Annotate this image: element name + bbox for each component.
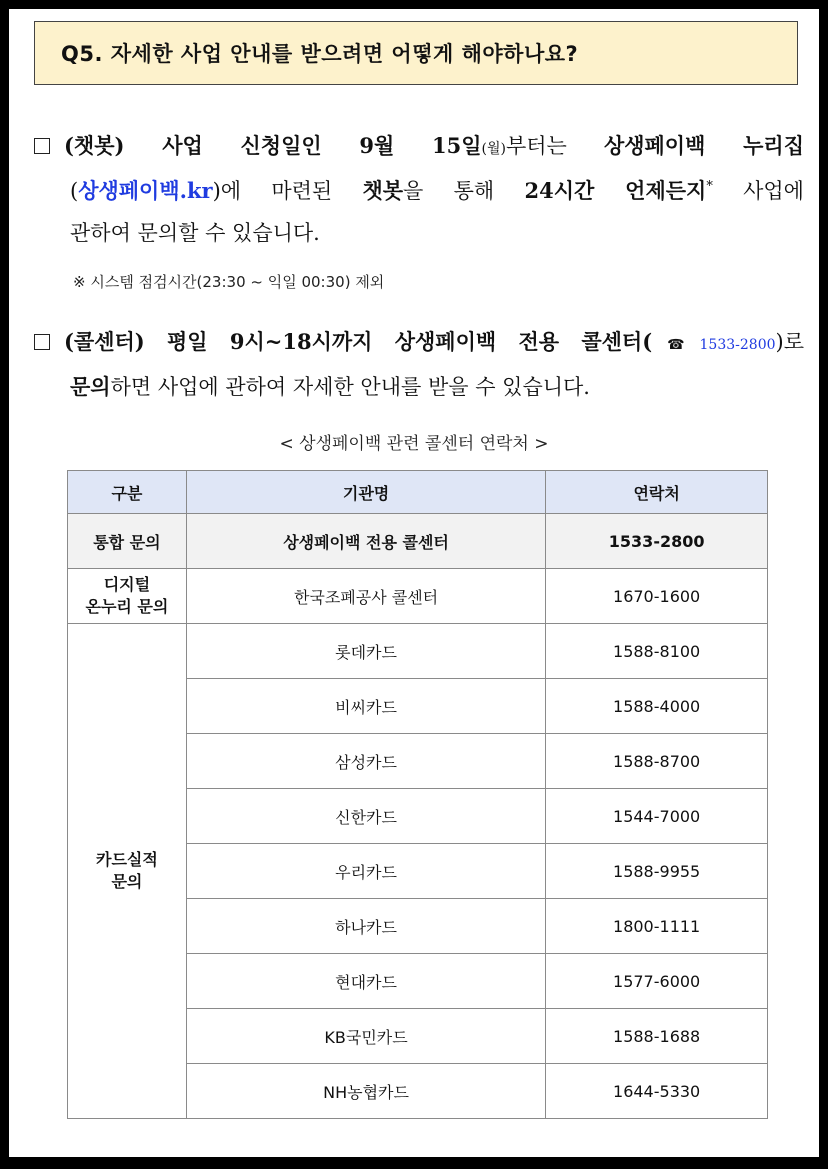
org-cell: 롯데카드 — [186, 624, 545, 679]
chatbot-line-1 — [34, 125, 804, 170]
category-line: 카드실적 — [96, 850, 158, 869]
callcenter-phone[interactable]: 1533-2800 — [699, 337, 776, 353]
table-row — [68, 569, 768, 624]
chatbot-text-5: 관하여 문의할 수 있습니다. — [70, 221, 320, 245]
org-cell: 신한카드 — [186, 789, 545, 844]
callcenter-text-2: 하면 사업에 관하여 자세한 안내를 받을 수 있습니다. — [110, 375, 590, 399]
callcenter-label: (콜센터) — [64, 329, 145, 354]
category-line: 문의 — [111, 872, 143, 891]
category-cell — [68, 624, 187, 1119]
category-cell: 통합 문의 — [68, 514, 187, 569]
chatbot-hours: 24시간 언제든지 — [524, 178, 707, 203]
org-cell: 한국조폐공사 콜센터 — [186, 569, 545, 624]
category-cell — [68, 569, 187, 624]
contact-cell: 1588-1688 — [546, 1009, 768, 1064]
chatbot-label: (챗봇) — [64, 133, 125, 158]
paren-open: ( — [70, 179, 79, 203]
callcenter-line-2 — [34, 366, 804, 408]
checkbox-icon — [34, 334, 50, 350]
contact-cell: 1588-8100 — [546, 624, 768, 679]
contact-table — [67, 470, 768, 1119]
org-cell: 현대카드 — [186, 954, 545, 1009]
contact-cell: 1533-2800 — [546, 514, 768, 569]
phone-icon: ☎ — [652, 337, 700, 353]
org-cell: 비씨카드 — [186, 679, 545, 734]
chatbot-word: 챗봇 — [362, 178, 404, 203]
contact-cell: 1577-6000 — [546, 954, 768, 1009]
contact-cell: 1800-1111 — [546, 899, 768, 954]
chatbot-line-2 — [34, 170, 804, 212]
website-name: 상생페이백 누리집 — [603, 133, 804, 158]
category-line: 디지털 — [103, 575, 151, 594]
inquiry-word: 문의 — [70, 374, 111, 399]
contact-cell: 1670-1600 — [546, 569, 768, 624]
table-row — [68, 514, 768, 569]
callcenter-line-1 — [34, 321, 804, 366]
chatbot-paragraph — [34, 125, 804, 254]
chatbot-text-2: )에 마련된 — [212, 179, 363, 203]
table-row — [68, 624, 768, 679]
header-org: 기관명 — [186, 471, 545, 514]
org-cell: 상생페이백 전용 콜센터 — [186, 514, 545, 569]
question-title: Q5. 자세한 사업 안내를 받으려면 어떻게 해야하나요? — [61, 42, 579, 66]
maintenance-note: ※ 시스템 점검시간(23:30 ~ 익일 00:30) 제외 — [73, 273, 385, 291]
table-caption: < 상생페이백 관련 콜센터 연락처 > — [279, 434, 549, 454]
contact-cell: 1588-9955 — [546, 844, 768, 899]
org-cell: 하나카드 — [186, 899, 545, 954]
callcenter-text: )로 — [775, 330, 804, 354]
question-box — [34, 21, 798, 85]
chatbot-line-3 — [34, 212, 804, 254]
footnote-star: * — [706, 179, 713, 194]
chatbot-text-3: 을 통해 — [403, 179, 525, 203]
header-contact: 연락처 — [546, 471, 768, 514]
org-cell: NH농협카드 — [186, 1064, 545, 1119]
chatbot-text: 부터는 — [505, 134, 604, 158]
page — [9, 9, 819, 1157]
org-cell: 우리카드 — [186, 844, 545, 899]
website-link[interactable]: 상생페이백.kr — [78, 178, 213, 203]
category-line: 온누리 문의 — [85, 597, 169, 616]
contact-cell: 1588-8700 — [546, 734, 768, 789]
callcenter-hours-text: 평일 9시~18시까지 상생페이백 전용 콜센터 — [144, 329, 643, 354]
chatbot-text-4: 사업에 — [712, 179, 804, 203]
contact-cell: 1588-4000 — [546, 679, 768, 734]
callcenter-paragraph — [34, 321, 804, 408]
chatbot-weekday: (월) — [481, 141, 506, 157]
contact-cell: 1544-7000 — [546, 789, 768, 844]
chatbot-date-text: 사업 신청일인 9월 15일 — [124, 133, 482, 158]
org-cell: KB국민카드 — [186, 1009, 545, 1064]
table-header-row — [68, 471, 768, 514]
checkbox-icon — [34, 138, 50, 154]
org-cell: 삼성카드 — [186, 734, 545, 789]
header-category: 구분 — [68, 471, 187, 514]
contact-cell: 1644-5330 — [546, 1064, 768, 1119]
paren-open: ( — [642, 329, 653, 354]
